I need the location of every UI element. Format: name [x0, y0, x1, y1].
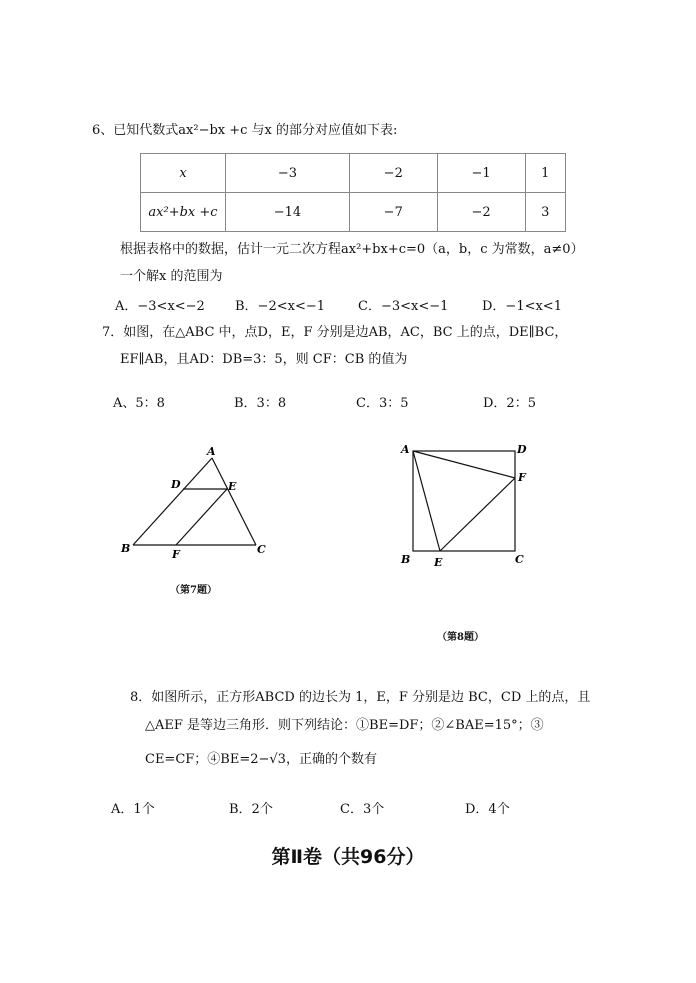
q7-line1: 7．如图，在△ABC 中，点D，E，F 分别是边AB，AC，BC 上的点，DE∥BC， [102, 325, 568, 340]
q7-choice-d[interactable]: D．2：5 [483, 396, 536, 411]
fig8-segment-af [413, 451, 515, 478]
fig7-label-e: E [228, 480, 237, 493]
fig8-label-e: E [434, 556, 443, 569]
fig7-side-ab [133, 458, 212, 545]
fig7-label-a: A [207, 445, 216, 458]
q8-choice-b[interactable]: B．2个 [229, 802, 273, 817]
fig7-label-f: F [172, 548, 180, 561]
fig8-label-b: B [401, 553, 411, 566]
table-cell: x [141, 154, 226, 193]
q6-choice-b[interactable]: B．−2<x<−1 [235, 299, 325, 314]
q7-line2: EF∥AB，且AD：DB=3：5，则 CF：CB 的值为 [120, 352, 408, 367]
q7-choice-a[interactable]: A、5：8 [113, 396, 165, 411]
fig7-label-c: C [257, 543, 266, 556]
table-cell: 3 [525, 193, 565, 232]
fig8-caption: （第8题） [437, 632, 484, 643]
fig8-square [413, 451, 515, 551]
q8-line3: CE=CF；④BE=2−√3，正确的个数有 [145, 752, 377, 767]
q6-choice-a[interactable]: A．−3<x<−2 [115, 299, 205, 314]
q8-line1: 8．如图所示，正方形ABCD 的边长为 1，E，F 分别是边 BC，CD 上的点，且 [130, 690, 591, 705]
fig7-side-ac [212, 458, 256, 545]
fig7-label-d: D [171, 478, 181, 491]
fig8-label-f: F [518, 471, 526, 484]
section-title: 第Ⅱ卷（共96分） [271, 846, 425, 868]
table-cell: −7 [349, 193, 437, 232]
q7-choice-b[interactable]: B．3：8 [234, 396, 287, 411]
table-cell: −14 [226, 193, 350, 232]
table-cell: −3 [226, 154, 350, 193]
fig7-label-b: B [121, 542, 131, 555]
table-cell: −1 [437, 154, 525, 193]
q8-choice-d[interactable]: D．4个 [465, 802, 510, 817]
q7-choice-c[interactable]: C．3：5 [356, 396, 409, 411]
q6-intro: 6、已知代数式ax²−bx +c 与x 的部分对应值如下表: [92, 123, 398, 138]
fig8-segment-ae [413, 451, 440, 551]
fig8-label-c: C [515, 553, 524, 566]
q8-choice-c[interactable]: C．3个 [340, 802, 385, 817]
q8-choice-a[interactable]: A．1个 [111, 802, 155, 817]
q8-line2: △AEF 是等边三角形．则下列结论：①BE=DF；②∠BAE=15°；③ [145, 718, 544, 733]
table-cell: −2 [349, 154, 437, 193]
table-cell: −2 [437, 193, 525, 232]
fig8-segment-ef [440, 478, 515, 551]
q6-choice-d[interactable]: D．−1<x<1 [482, 299, 562, 314]
fig8-label-d: D [517, 443, 527, 456]
table-cell: 1 [525, 154, 565, 193]
table-cell: ax²+bx +c [141, 193, 226, 232]
q6-line2: 根据表格中的数据，估计一元二次方程ax²+bx+c=0（a，b，c 为常数，a≠0） [120, 242, 584, 257]
q6-line3: 一个解x 的范围为 [120, 269, 223, 284]
fig7-caption: （第7题） [170, 585, 217, 596]
q6-choice-c[interactable]: C．−3<x<−1 [358, 299, 449, 314]
fig7-segment-ef [176, 489, 227, 545]
fig8-label-a: A [401, 443, 410, 456]
